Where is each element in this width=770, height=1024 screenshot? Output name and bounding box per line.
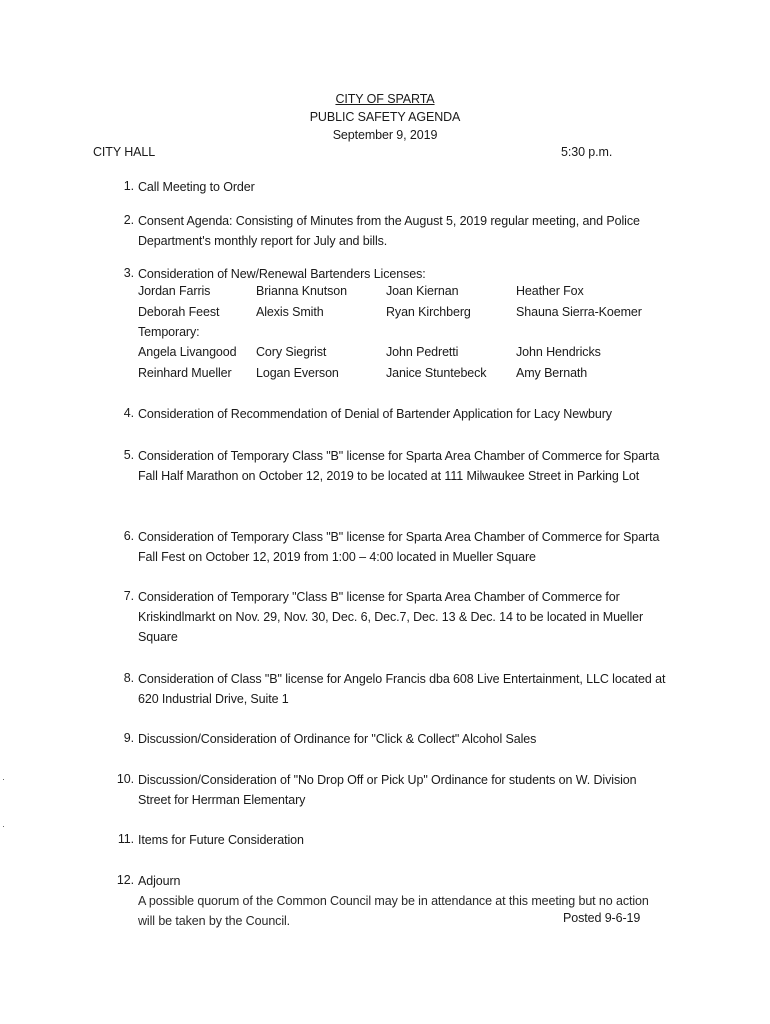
item-text: Consideration of Temporary Class "B" license for Sparta Area Chamber of Commerce for Sparta Fall Half Marathon on October 12, 2019 to be located at 111 Milwaukee Street in Parking Lot — [138, 449, 660, 483]
item-number: 7. — [123, 589, 134, 603]
license-name: Angela Livangood — [138, 345, 237, 359]
item-text: Consideration of Class "B" license for Angelo Francis dba 608 Live Entertainment, LLC located at 620 Industrial Drive, Suite 1 — [138, 672, 666, 706]
license-name: Alexis Smith — [256, 305, 324, 319]
temporary-label: Temporary: — [138, 325, 200, 339]
license-name: Heather Fox — [516, 284, 584, 298]
item-text: Consent Agenda: Consisting of Minutes from the August 5, 2019 regular meeting, and Police Department's monthly report for July and bills. — [138, 214, 640, 248]
item-text: Consideration of New/Renewal Bartenders Licenses: — [138, 267, 426, 281]
license-name: Logan Everson — [256, 366, 339, 380]
license-name: Janice Stuntebeck — [386, 366, 487, 380]
license-name: John Hendricks — [516, 345, 601, 359]
license-name: Joan Kiernan — [386, 284, 459, 298]
license-name: Shauna Sierra-Koemer — [516, 305, 642, 319]
license-name: Jordan Farris — [138, 284, 211, 298]
item-text: Discussion/Consideration of "No Drop Off or Pick Up" Ordinance for students on W. Division Street for Herrman Elementary — [138, 773, 637, 807]
item-number: 1. — [123, 179, 134, 193]
item-text: Items for Future Consideration — [138, 833, 304, 847]
license-name: Deborah Feest — [138, 305, 220, 319]
meeting-location: CITY HALL — [93, 145, 156, 159]
posted-date: Posted 9-6-19 — [563, 911, 641, 925]
item-text: Consideration of Temporary "Class B" license for Sparta Area Chamber of Commerce for Kriskindlmarkt on Nov. 29, Nov. 30, Dec. 6, Dec.7, Dec. 13 & Dec. 14 to be located in Mueller Square — [138, 590, 644, 644]
item-number: 4. — [123, 406, 134, 420]
license-name: John Pedretti — [386, 345, 459, 359]
item-text: Consideration of Temporary Class "B" license for Sparta Area Chamber of Commerce for Sparta Fall Fest on October 12, 2019 from 1:00 – 4:00 located in Mueller Square — [138, 530, 660, 564]
item-number: 2. — [123, 213, 134, 227]
meeting-date: September 9, 2019 — [332, 128, 438, 142]
item-text: Discussion/Consideration of Ordinance for "Click & Collect" Alcohol Sales — [138, 732, 537, 746]
quorum-notice: A possible quorum of the Common Council may be in attendance at this meeting but no action will be taken by the Council. — [138, 894, 649, 928]
license-name: Cory Siegrist — [256, 345, 327, 359]
license-name: Amy Bernath — [516, 366, 588, 380]
item-number: 12. — [116, 873, 134, 887]
license-name: Reinhard Mueller — [138, 366, 232, 380]
item-number: 5. — [123, 448, 134, 462]
item-text: Call Meeting to Order — [138, 180, 255, 194]
item-text: Consideration of Recommendation of Denial of Bartender Application for Lacy Newbury — [138, 407, 612, 421]
agenda-title: PUBLIC SAFETY AGENDA — [309, 110, 461, 124]
license-name: Brianna Knutson — [256, 284, 347, 298]
meeting-time: 5:30 p.m. — [561, 145, 613, 159]
city-title: CITY OF SPARTA — [335, 92, 435, 106]
scan-speck — [3, 826, 4, 827]
item-number: 8. — [123, 671, 134, 685]
item-number: 10. — [116, 772, 134, 786]
item-number: 3. — [123, 266, 134, 280]
item-number: 6. — [123, 529, 134, 543]
item-number: 11. — [117, 832, 134, 846]
scan-speck — [3, 779, 4, 780]
item-number: 9. — [123, 731, 134, 745]
item-text: Adjourn — [138, 874, 181, 888]
license-name: Ryan Kirchberg — [386, 305, 471, 319]
